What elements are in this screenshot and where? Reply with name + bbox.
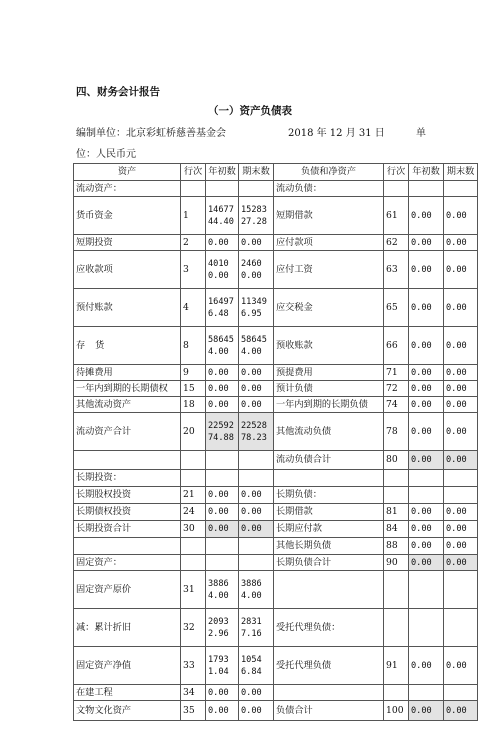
table-row xyxy=(74,470,478,487)
table-cell: 35 xyxy=(181,701,206,721)
balance-sheet-table xyxy=(73,163,478,721)
table-cell: 固定资产： xyxy=(74,555,181,571)
table-cell: 24600.00 xyxy=(239,251,274,289)
table-cell: 100 xyxy=(384,701,409,721)
table-cell: 81 xyxy=(384,504,409,521)
table-cell: 固定资产净值 xyxy=(74,647,181,685)
table-cell: 在建工程 xyxy=(74,685,181,701)
table-cell: 预提费用 xyxy=(274,365,384,381)
table-cell: 0.00 xyxy=(444,197,478,235)
table-cell: 0.00 xyxy=(206,365,239,381)
table-cell: 存货 xyxy=(74,327,181,365)
table-cell: 0.00 xyxy=(239,504,274,521)
table-cell: 21 xyxy=(181,487,206,504)
table-cell: 0.00 xyxy=(206,701,239,721)
table-cell xyxy=(74,451,181,470)
table-row xyxy=(74,381,478,397)
table-cell: 28317.16 xyxy=(239,609,274,647)
table-cell: 文物文化资产 xyxy=(74,701,181,721)
table-cell: 减：累计折旧 xyxy=(74,609,181,647)
header-cell: 年初数 xyxy=(409,164,444,181)
table-cell: 0.00 xyxy=(444,289,478,327)
table-cell: 30 xyxy=(181,521,206,538)
table-row xyxy=(74,685,478,701)
table-cell: 0.00 xyxy=(409,397,444,413)
table-cell: 71 xyxy=(384,365,409,381)
table-cell: 0.00 xyxy=(409,327,444,365)
table-cell: 61 xyxy=(384,197,409,235)
unit-prefix: 单 xyxy=(416,128,426,139)
table-cell: 0.00 xyxy=(409,365,444,381)
table-cell: 1 xyxy=(181,197,206,235)
table-cell: 0.00 xyxy=(409,251,444,289)
table-cell: 33 xyxy=(181,647,206,685)
table-cell: 20 xyxy=(181,413,206,451)
header-cell: 期末数 xyxy=(239,164,274,181)
table-cell: 负债合计 xyxy=(274,701,384,721)
table-cell: 91 xyxy=(384,647,409,685)
table-cell: 0.00 xyxy=(239,365,274,381)
table-cell: 0.00 xyxy=(444,521,478,538)
table-cell: 0.00 xyxy=(206,487,239,504)
table-cell: 0.00 xyxy=(239,397,274,413)
table-cell: 10546.84 xyxy=(239,647,274,685)
table-cell: 长期投资： xyxy=(74,470,181,487)
table-cell xyxy=(444,487,478,504)
table-cell: 63 xyxy=(384,251,409,289)
table-cell: 预收账款 xyxy=(274,327,384,365)
table-cell xyxy=(274,571,384,609)
table-cell: 65 xyxy=(384,289,409,327)
table-cell: 受托代理负债 xyxy=(274,647,384,685)
table-cell xyxy=(409,470,444,487)
table-cell: 62 xyxy=(384,235,409,251)
table-cell xyxy=(384,685,409,701)
table-cell: 586454.00 xyxy=(239,327,274,365)
header-cell: 期末数 xyxy=(444,164,478,181)
report-date: 2018 年 12 月 31 日 xyxy=(288,128,385,139)
table-cell: 其他流动负债 xyxy=(274,413,384,451)
table-cell xyxy=(409,181,444,197)
table-cell xyxy=(206,555,239,571)
table-cell: 其他流动资产 xyxy=(74,397,181,413)
table-cell: 一年内到期的长期负债 xyxy=(274,397,384,413)
table-row xyxy=(74,609,478,647)
table-cell: 0.00 xyxy=(409,647,444,685)
table-cell: 短期投资 xyxy=(74,235,181,251)
table-cell xyxy=(239,555,274,571)
table-cell: 应付款项 xyxy=(274,235,384,251)
table-cell: 应交税金 xyxy=(274,289,384,327)
table-cell: 40100.00 xyxy=(206,251,239,289)
table-cell: 0.00 xyxy=(409,381,444,397)
table-cell: 38864.00 xyxy=(239,571,274,609)
table-cell: 0.00 xyxy=(444,251,478,289)
table-cell: 0.00 xyxy=(409,521,444,538)
table-row xyxy=(74,365,478,381)
table-cell xyxy=(239,470,274,487)
table-cell: 586454.00 xyxy=(206,327,239,365)
table-cell xyxy=(181,555,206,571)
table-cell: 0.00 xyxy=(206,521,239,538)
table-cell xyxy=(239,538,274,555)
table-cell: 0.00 xyxy=(206,685,239,701)
table-cell xyxy=(239,451,274,470)
table-cell: 38864.00 xyxy=(206,571,239,609)
table-cell: 0.00 xyxy=(444,701,478,721)
table-row xyxy=(74,327,478,365)
table-cell xyxy=(206,451,239,470)
table-cell: 0.00 xyxy=(444,327,478,365)
table-cell: 15 xyxy=(181,381,206,397)
table-cell: 9 xyxy=(181,365,206,381)
table-cell: 流动资产合计 xyxy=(74,413,181,451)
table-cell: 90 xyxy=(384,555,409,571)
table-cell: 0.00 xyxy=(239,381,274,397)
table-row xyxy=(74,235,478,251)
table-cell: 31 xyxy=(181,571,206,609)
table-cell: 待摊费用 xyxy=(74,365,181,381)
table-cell: 0.00 xyxy=(409,701,444,721)
table-row xyxy=(74,701,478,721)
table-cell: 72 xyxy=(384,381,409,397)
table-cell: 18 xyxy=(181,397,206,413)
table-cell: 0.00 xyxy=(409,451,444,470)
table-cell: 0.00 xyxy=(206,397,239,413)
table-cell xyxy=(274,685,384,701)
table-cell: 长期借款 xyxy=(274,504,384,521)
table-cell: 0.00 xyxy=(239,235,274,251)
table-cell xyxy=(181,470,206,487)
table-cell xyxy=(384,609,409,647)
table-cell xyxy=(444,470,478,487)
table-cell: 4 xyxy=(181,289,206,327)
table-cell: 0.00 xyxy=(239,521,274,538)
table-cell: 长期负债： xyxy=(274,487,384,504)
table-row xyxy=(74,504,478,521)
table-cell xyxy=(409,487,444,504)
table-cell: 3 xyxy=(181,251,206,289)
table-cell: 0.00 xyxy=(239,487,274,504)
table-row xyxy=(74,451,478,470)
table-cell: 0.00 xyxy=(444,504,478,521)
table-cell xyxy=(206,538,239,555)
table-cell: 2 xyxy=(181,235,206,251)
table-cell: 84 xyxy=(384,521,409,538)
table-cell: 0.00 xyxy=(444,555,478,571)
table-cell: 长期负债合计 xyxy=(274,555,384,571)
table-cell xyxy=(239,181,274,197)
table-row xyxy=(74,413,478,451)
table-cell xyxy=(206,181,239,197)
table-cell: 0.00 xyxy=(206,504,239,521)
table-cell: 长期应付款 xyxy=(274,521,384,538)
table-cell xyxy=(384,181,409,197)
table-cell: 0.00 xyxy=(409,289,444,327)
table-cell: 78 xyxy=(384,413,409,451)
table-cell: 80 xyxy=(384,451,409,470)
table-cell: 长期投资合计 xyxy=(74,521,181,538)
table-cell: 113496.95 xyxy=(239,289,274,327)
table-cell: 受托代理负债： xyxy=(274,609,384,647)
table-cell: 0.00 xyxy=(206,235,239,251)
table-cell: 应收款项 xyxy=(74,251,181,289)
table-cell: 0.00 xyxy=(239,685,274,701)
table-cell xyxy=(444,685,478,701)
table-cell: 8 xyxy=(181,327,206,365)
section-title: 四、财务会计报告 xyxy=(76,86,160,98)
table-cell: 0.00 xyxy=(444,381,478,397)
org-label: 编制单位：北京彩虹桥慈善基金会 xyxy=(76,128,226,139)
table-cell: 0.00 xyxy=(409,197,444,235)
table-row xyxy=(74,521,478,538)
table-cell: 0.00 xyxy=(444,235,478,251)
table-cell xyxy=(444,181,478,197)
table-cell: 0.00 xyxy=(444,365,478,381)
table-cell xyxy=(384,487,409,504)
table-cell: 32 xyxy=(181,609,206,647)
table-cell: 0.00 xyxy=(444,538,478,555)
table-cell: 应付工资 xyxy=(274,251,384,289)
table-row xyxy=(74,289,478,327)
table-title: （一）资产负债表 xyxy=(208,105,292,117)
table-cell: 1467744.40 xyxy=(206,197,239,235)
table-row xyxy=(74,555,478,571)
table-cell: 其他长期负债 xyxy=(274,538,384,555)
table-cell: 24 xyxy=(181,504,206,521)
header-cell: 行次 xyxy=(384,164,409,181)
table-cell: 流动负债： xyxy=(274,181,384,197)
table-row xyxy=(74,397,478,413)
table-cell: 流动资产： xyxy=(74,181,181,197)
table-cell: 2252878.23 xyxy=(239,413,274,451)
table-cell xyxy=(206,470,239,487)
table-cell: 0.00 xyxy=(206,381,239,397)
table-cell: 固定资产原价 xyxy=(74,571,181,609)
table-cell: 流动负债合计 xyxy=(274,451,384,470)
table-cell: 一年内到期的长期债权 xyxy=(74,381,181,397)
table-cell xyxy=(181,451,206,470)
table-cell xyxy=(409,571,444,609)
table-cell: 17931.04 xyxy=(206,647,239,685)
table-cell xyxy=(409,685,444,701)
table-cell: 0.00 xyxy=(444,451,478,470)
table-cell xyxy=(384,470,409,487)
header-cell: 年初数 xyxy=(206,164,239,181)
table-cell: 0.00 xyxy=(444,413,478,451)
header-cell: 行次 xyxy=(181,164,206,181)
table-cell: 34 xyxy=(181,685,206,701)
table-cell: 0.00 xyxy=(239,701,274,721)
table-cell: 长期债权投资 xyxy=(74,504,181,521)
table-cell xyxy=(409,609,444,647)
table-cell: 20932.96 xyxy=(206,609,239,647)
table-cell: 短期借款 xyxy=(274,197,384,235)
table-cell: 0.00 xyxy=(409,538,444,555)
table-row xyxy=(74,571,478,609)
unit-label: 位：人民币元 xyxy=(76,149,136,160)
table-row xyxy=(74,197,478,235)
table-cell: 0.00 xyxy=(409,555,444,571)
table-cell xyxy=(384,571,409,609)
table-cell xyxy=(74,538,181,555)
table-cell: 66 xyxy=(384,327,409,365)
table-header-row xyxy=(74,164,478,181)
table-row xyxy=(74,251,478,289)
table-cell: 88 xyxy=(384,538,409,555)
table-cell: 预付账款 xyxy=(74,289,181,327)
table-cell: 0.00 xyxy=(409,504,444,521)
table-cell: 0.00 xyxy=(444,647,478,685)
table-cell: 1528327.28 xyxy=(239,197,274,235)
header-cell: 资产 xyxy=(74,164,181,181)
table-cell: 预计负债 xyxy=(274,381,384,397)
table-cell: 0.00 xyxy=(409,235,444,251)
table-cell xyxy=(181,538,206,555)
table-cell xyxy=(444,571,478,609)
table-cell: 长期股权投资 xyxy=(74,487,181,504)
table-row xyxy=(74,647,478,685)
table-row xyxy=(74,538,478,555)
table-row xyxy=(74,181,478,197)
table-cell: 164976.48 xyxy=(206,289,239,327)
table-row xyxy=(74,487,478,504)
table-cell: 2259274.88 xyxy=(206,413,239,451)
header-cell: 负债和净资产 xyxy=(274,164,384,181)
table-cell: 74 xyxy=(384,397,409,413)
table-cell xyxy=(181,181,206,197)
table-cell xyxy=(274,470,384,487)
table-cell: 0.00 xyxy=(444,397,478,413)
table-cell: 0.00 xyxy=(409,413,444,451)
table-cell: 货币资金 xyxy=(74,197,181,235)
table-cell xyxy=(444,609,478,647)
